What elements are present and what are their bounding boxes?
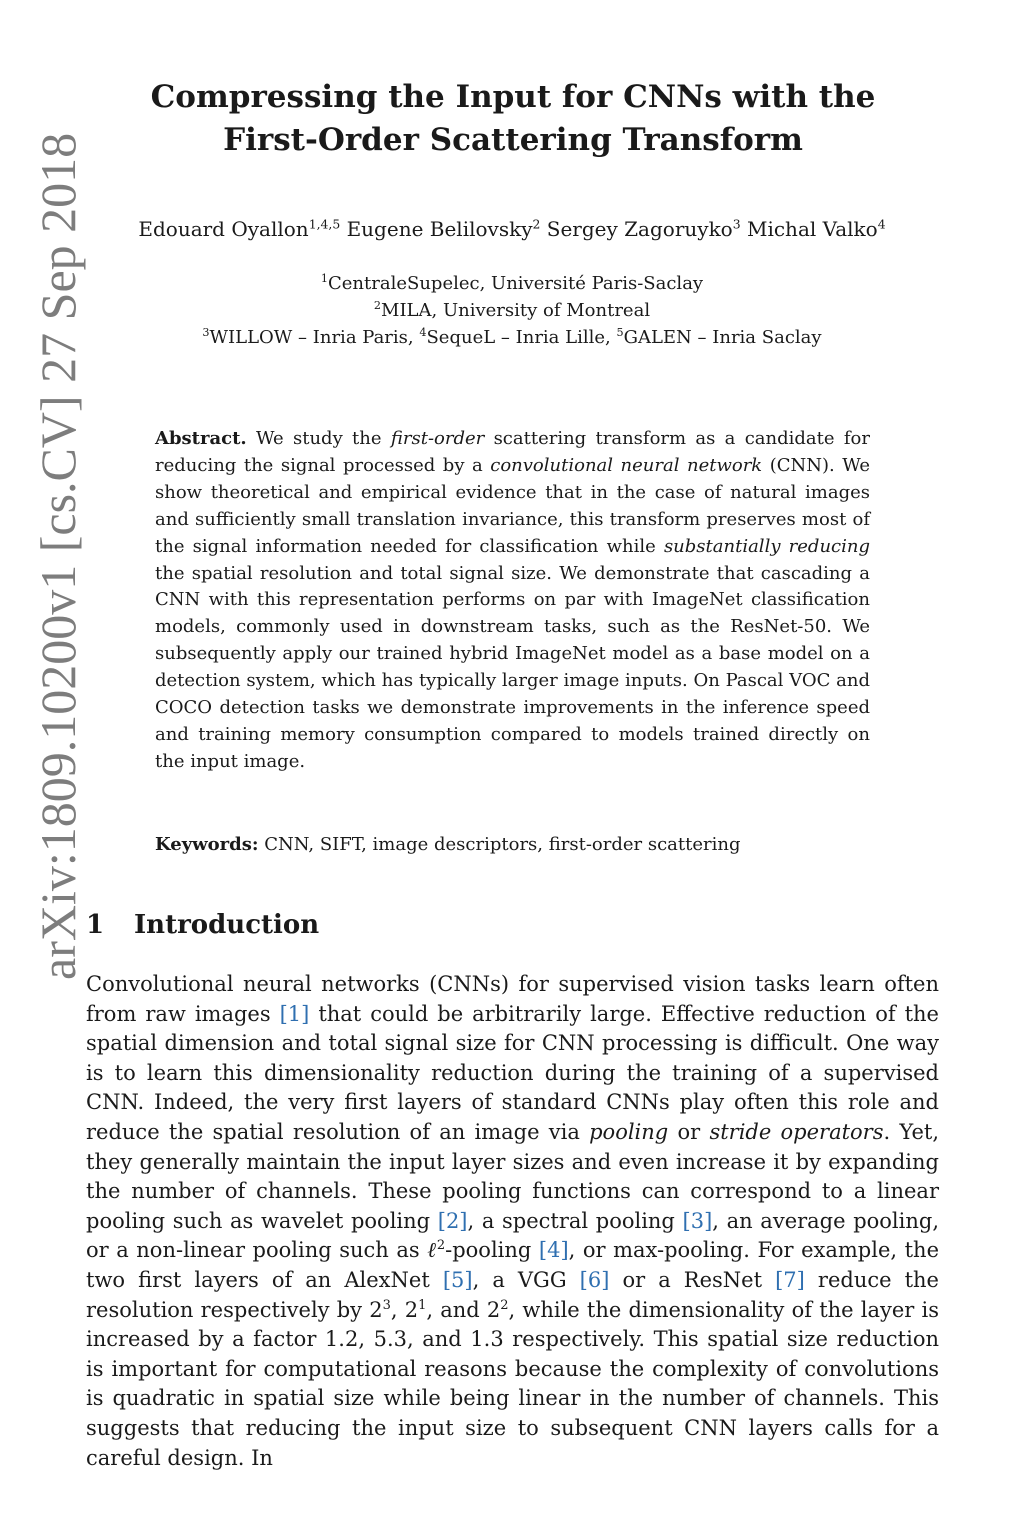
body-text: , while the dimensionality of the layer is increased by a factor 1.2, 5.3, and 1.3 respectively. This spatial size reduction is important for computational reasons because the complexity of convolutions is quadratic in spatial size while being linear in the number of channels. This suggests that reducing the input size to subsequent CNN layers calls for a careful design. In xyxy=(86,1297,940,1470)
citation-link[interactable]: [1] xyxy=(279,1001,310,1026)
body-text: , an average pooling, or a non-linear pooling such as xyxy=(86,1208,939,1263)
citation-link[interactable]: [3] xyxy=(682,1208,713,1233)
author-affiliation-marker: 3 xyxy=(732,216,741,232)
abstract-label: Abstract. xyxy=(155,428,247,449)
keywords-text: CNN, SIFT, image descriptors, first-order scattering xyxy=(264,834,741,855)
affiliation-line xyxy=(120,270,904,297)
affiliation-marker: 4 xyxy=(419,326,427,339)
body-text: , and 2 xyxy=(426,1297,501,1322)
body-text: or xyxy=(677,1119,701,1144)
body-text: , 2 xyxy=(390,1297,419,1322)
affiliation-text: WILLOW – Inria Paris, xyxy=(209,327,414,348)
keywords-label: Keywords: xyxy=(155,834,259,855)
author-list xyxy=(90,214,934,244)
body-text: . Yet, they generally maintain the input layer sizes and even increase it by expanding the number of channels. These pooling functions can correspond to a linear pooling such as wavelet pooling xyxy=(86,1119,939,1233)
body-emphasis: stride operators xyxy=(709,1119,884,1144)
affiliation-marker: 2 xyxy=(373,299,382,312)
body-text: , or max-pooling. For example, the two first layers of an AlexNet xyxy=(86,1238,939,1292)
affiliation-list xyxy=(120,270,904,351)
citation-link[interactable]: [2] xyxy=(437,1208,468,1233)
abstract-text: scattering transform as a candidate for reducing the signal processed by a xyxy=(155,428,870,476)
abstract-emphasis: convolutional neural network xyxy=(490,454,763,476)
author-name: Sergey Zagoruyko xyxy=(546,217,733,241)
citation-link[interactable]: [6] xyxy=(579,1267,610,1292)
author-name: Edouard Oyallon xyxy=(138,217,309,241)
math-ell: ℓ xyxy=(427,1238,437,1263)
affiliation-text: SequeL – Inria Lille, xyxy=(426,327,611,348)
section-title: Introduction xyxy=(134,910,320,940)
section-heading xyxy=(86,905,319,945)
author-name: Michal Valko xyxy=(746,217,878,241)
body-text: , a VGG xyxy=(472,1267,567,1292)
math-superscript: 1 xyxy=(418,1297,427,1313)
author-affiliation-marker: 2 xyxy=(532,216,541,232)
body-text: reduce the resolution respectively by 2 xyxy=(86,1267,939,1322)
affiliation-marker: 3 xyxy=(202,326,210,339)
body-text: or a ResNet xyxy=(622,1267,763,1292)
body-text: that could be arbitrarily large. Effective reduction of the spatial dimension and total signal size for CNN processing is difficult. One way is to learn this dimensionality reduction during the training of a supervised CNN. Indeed, the very first layers of standard CNNs play often this role and reduce the spatial resolution of an image via xyxy=(86,1001,939,1144)
paper-title xyxy=(110,76,916,162)
abstract-emphasis: first-order xyxy=(390,428,485,449)
citation-link[interactable]: [5] xyxy=(442,1267,473,1292)
section-number: 1 xyxy=(86,910,105,940)
citation-link[interactable]: [4] xyxy=(538,1238,569,1263)
citation-link[interactable]: [7] xyxy=(775,1267,805,1292)
arxiv-identifier-stamp: arXiv:1809.10200v1 [cs.CV] 27 Sep 2018 xyxy=(30,132,86,980)
affiliation-line xyxy=(120,297,904,324)
abstract-text: We study the xyxy=(256,428,382,449)
affiliation-line xyxy=(120,324,904,351)
affiliation-text: CentraleSupelec, Université Paris-Saclay xyxy=(328,273,704,294)
math-superscript: 2 xyxy=(436,1238,446,1254)
body-text: -pooling xyxy=(445,1238,532,1263)
abstract xyxy=(155,426,870,776)
author-name: Eugene Belilovsky xyxy=(346,217,533,241)
body-text: Convolutional neural networks (CNNs) for supervised vision tasks learn often from raw images xyxy=(86,972,939,1026)
introduction-paragraph xyxy=(86,970,939,1473)
abstract-text: the spatial resolution and total signal size. We demonstrate that cascading a CNN with this representation performs on par with ImageNet classification models, commonly used in downstream tasks, such as the ResNet-50. We subsequently apply our trained hybrid ImageNet model as a base model on a detection system, which has typically larger image inputs. On Pascal VOC and COCO detection tasks we demonstrate improvements in the inference speed and training memory consumption compared to models trained directly on the input image. xyxy=(155,562,870,772)
affiliation-marker: 5 xyxy=(616,326,624,339)
body-text: , a spectral pooling xyxy=(467,1208,675,1233)
affiliation-text: GALEN – Inria Saclay xyxy=(623,327,822,348)
author-affiliation-marker: 4 xyxy=(877,216,886,232)
title-line-2: First-Order Scattering Transform xyxy=(223,122,803,158)
author-affiliation-marker: 1,4,5 xyxy=(308,216,341,232)
affiliation-text: MILA, University of Montreal xyxy=(381,300,651,321)
keywords xyxy=(155,832,870,858)
body-emphasis: pooling xyxy=(589,1119,669,1144)
math-superscript: 3 xyxy=(382,1297,391,1313)
title-line-1: Compressing the Input for CNNs with the xyxy=(150,79,876,115)
affiliation-marker: 1 xyxy=(320,272,328,285)
abstract-text: (CNN). We show theoretical and empirical evidence that in the case of natural images and sufficiently small translation invariance, this transform preserves most of the signal information needed for classification while xyxy=(155,454,870,557)
abstract-emphasis: substantially reducing xyxy=(663,535,870,557)
math-superscript: 2 xyxy=(500,1297,509,1313)
